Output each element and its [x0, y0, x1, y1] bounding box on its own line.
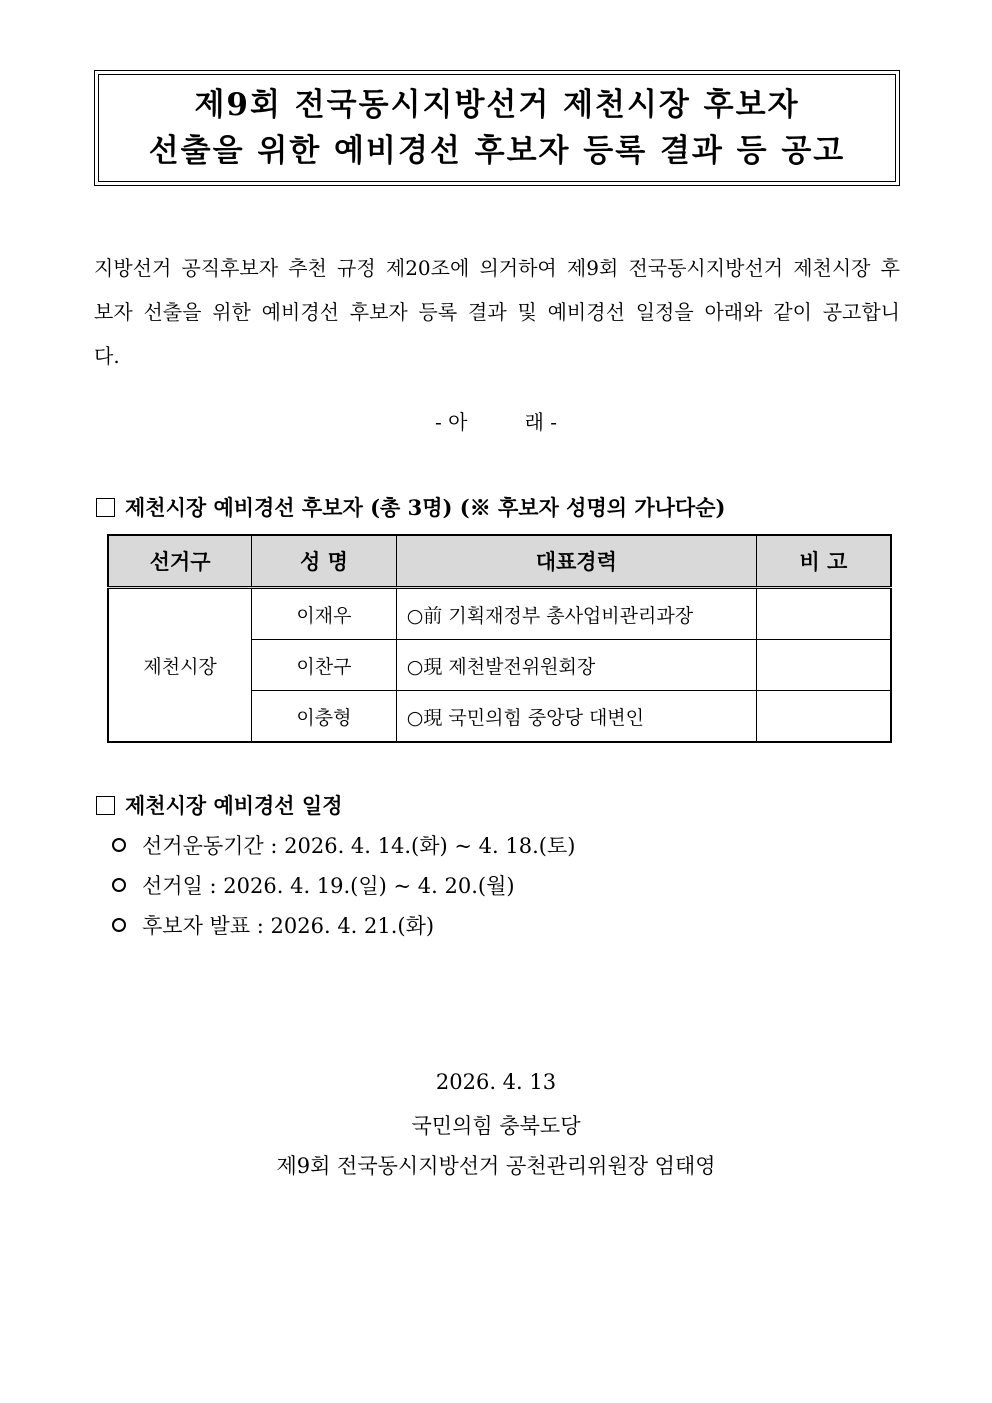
title-inner-border	[98, 74, 896, 182]
arae-heading: - 아 래 -	[434, 410, 558, 434]
circle-bullet-icon	[112, 878, 126, 892]
schedule-text: 선거운동기간 : 2026. 4. 14.(화) ~ 4. 18.(토)	[142, 834, 576, 858]
section-candidates-title: 제천시장 예비경선 후보자 (총 3명) (※ 후보자 성명의 가나다순)	[125, 495, 726, 520]
candidate-name: 이찬구	[252, 640, 397, 691]
table-row	[108, 588, 891, 640]
candidate-name: 이재우	[252, 588, 397, 640]
section-schedule-heading	[96, 790, 342, 820]
header-note: 비 고	[756, 535, 891, 588]
checkbox-icon	[96, 796, 115, 815]
footer-date: 2026. 4. 13	[435, 1070, 557, 1094]
candidate-career: ○現 제천발전위원회장	[396, 640, 756, 691]
header-name: 성 명	[252, 535, 397, 588]
candidate-career: ○前 기획재정부 총사업비관리과장	[396, 588, 756, 640]
footer-signer: 제9회 전국동시지방선거 공천관리위원장 엄태영	[276, 1154, 716, 1178]
schedule-text: 후보자 발표 : 2026. 4. 21.(화)	[142, 914, 435, 938]
candidate-name: 이충형	[252, 691, 397, 743]
candidate-note	[756, 691, 891, 743]
header-district: 선거구	[108, 535, 252, 588]
intro-paragraph: 지방선거 공직후보자 추천 규정 제20조에 의거하여 제9회 전국동시지방선거 제천시장 후보자 선출을 위한 예비경선 후보자 등록 결과 및 예비경선 일정을 아래와 같이 공고합니다.	[94, 256, 900, 368]
schedule-text: 선거일 : 2026. 4. 19.(일) ~ 4. 20.(월)	[142, 874, 515, 898]
header-career: 대표경력	[396, 535, 756, 588]
checkbox-icon	[96, 498, 115, 517]
title-line-2: 선출을 위한 예비경선 후보자 등록 결과 등 공고	[148, 133, 846, 169]
candidates-table	[107, 534, 892, 743]
schedule-item-campaign	[112, 830, 575, 860]
schedule-item-election	[112, 870, 515, 900]
title-box	[94, 70, 900, 186]
candidate-note	[756, 640, 891, 691]
candidate-career: ○現 국민의힘 중앙당 대변인	[396, 691, 756, 743]
circle-bullet-icon	[112, 918, 126, 932]
schedule-item-announcement	[112, 910, 434, 940]
table-header-row	[108, 535, 891, 588]
section-schedule-title: 제천시장 예비경선 일정	[125, 793, 343, 818]
district-cell: 제천시장	[108, 588, 252, 743]
section-candidates-heading	[96, 492, 725, 522]
footer-organization: 국민의힘 충북도당	[411, 1114, 581, 1138]
circle-bullet-icon	[112, 838, 126, 852]
title-line-1: 제9회 전국동시지방선거 제천시장 후보자	[194, 87, 800, 123]
candidate-note	[756, 588, 891, 640]
